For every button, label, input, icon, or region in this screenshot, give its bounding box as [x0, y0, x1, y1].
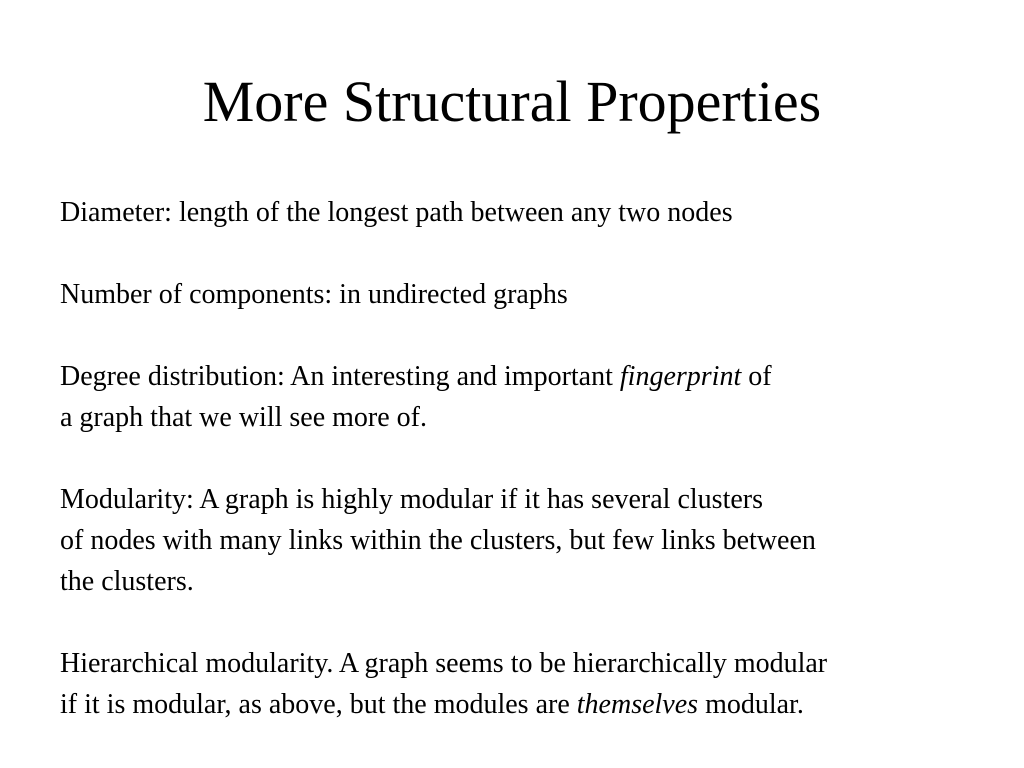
text-line [60, 643, 1010, 684]
text-run: of [741, 361, 772, 392]
paragraph-components [60, 274, 1010, 315]
text-run: Diameter: length of the longest path between any two nodes [60, 197, 733, 228]
text-run: if it is modular, as above, but the modules are [60, 689, 577, 720]
text-run: of nodes with many links within the clusters, but few links between [60, 525, 816, 556]
text-run: Hierarchical modularity. A graph seems to be hierarchically modular [60, 648, 828, 679]
paragraph-hierarchical-modularity [60, 643, 1010, 725]
text-run: modular. [698, 689, 804, 720]
text-run: the clusters. [60, 566, 194, 597]
paragraph-diameter [60, 192, 1010, 233]
text-line [60, 192, 1010, 233]
text-line [60, 561, 1010, 602]
text-run: Modularity: A graph is highly modular if it has several clusters [60, 484, 763, 515]
text-line [60, 397, 1010, 438]
text-run: Number of components: in undirected graphs [60, 279, 568, 310]
slide-body [60, 192, 1010, 725]
text-line [60, 479, 1010, 520]
text-run: a graph that we will see more of. [60, 402, 427, 433]
text-run: Degree distribution: An interesting and important [60, 361, 620, 392]
emphasis-themselves: themselves [576, 689, 699, 720]
text-line [60, 274, 1010, 315]
emphasis-fingerprint: fingerprint [619, 361, 742, 392]
slide-title: More Structural Properties [202, 69, 822, 134]
paragraph-modularity [60, 479, 1010, 602]
text-line [60, 684, 1010, 725]
text-line [60, 356, 1010, 397]
text-line [60, 520, 1010, 561]
paragraph-degree-distribution [60, 356, 1010, 438]
